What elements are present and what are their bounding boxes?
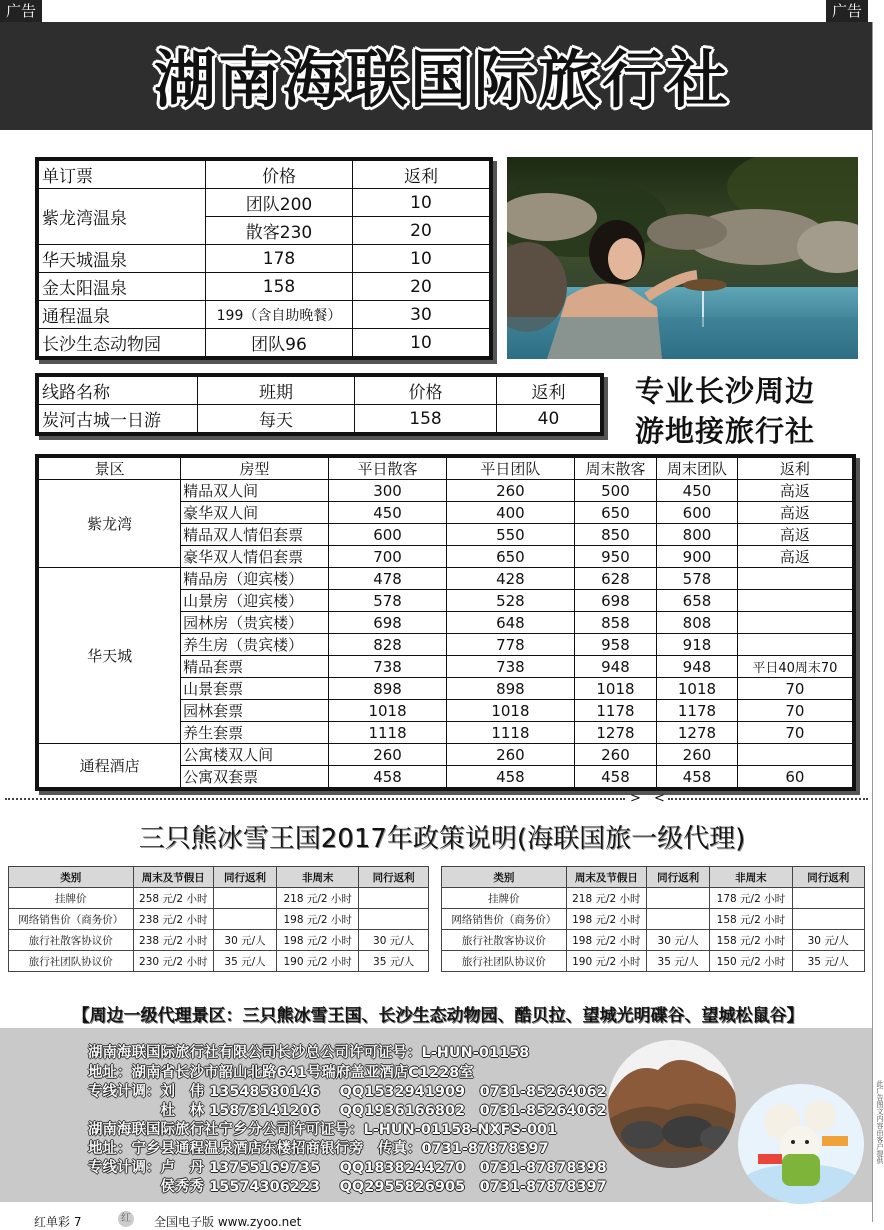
- hotel-room-type: 山景套票: [181, 678, 329, 700]
- policy-cell: 198 元/2 小时: [277, 930, 359, 951]
- ticket-rebate: 10: [353, 245, 490, 273]
- policy-cell: 30 元/人: [359, 930, 429, 951]
- hotel-cell: 828: [328, 634, 446, 656]
- hotel-room-type: 养生房（贵宾楼）: [181, 634, 329, 656]
- policy-cell: 网络销售价（商务价）: [442, 909, 567, 930]
- hotel-room-type: 精品套票: [181, 656, 329, 678]
- hotel-cell: 458: [574, 766, 656, 788]
- policy-cell: 198 元/2 小时: [566, 909, 646, 930]
- hotel-cell: 260: [657, 744, 738, 766]
- policy-cell: 190 元/2 小时: [277, 951, 359, 972]
- policy-cell: [647, 888, 710, 909]
- hotel-cell: 948: [574, 656, 656, 678]
- policy-cell: 旅行社散客协议价: [9, 930, 134, 951]
- policy-header-cell: 同行返利: [213, 867, 276, 888]
- policy-header-cell: 同行返利: [792, 867, 865, 888]
- hotel-cell: 1278: [574, 722, 656, 744]
- footer-line: 地址：湖南省长沙市韶山北路641号瑞府盖亚酒店C1228室: [88, 1065, 474, 1081]
- hotel-cell: 900: [657, 546, 738, 568]
- hotel-cell: 70: [737, 678, 852, 700]
- ticket-header-price: 价格: [206, 161, 353, 189]
- ticket-name: 长沙生态动物园: [39, 329, 206, 357]
- hotel-cell: 平日40周末70: [737, 656, 852, 678]
- policy-row: [442, 951, 865, 972]
- hotel-cell: 600: [657, 502, 738, 524]
- route-name: 炭河古城一日游: [39, 405, 198, 433]
- route-schedule: 每天: [198, 405, 355, 433]
- hotel-cell: 858: [574, 612, 656, 634]
- hotel-cell: 778: [447, 634, 575, 656]
- arrow-right-icon: >: [630, 791, 641, 806]
- ticket-rebate: 20: [353, 273, 490, 301]
- route-header-rebate: 返利: [497, 377, 601, 405]
- hotel-cell: 600: [328, 524, 446, 546]
- policy-header-cell: 周末及节假日: [566, 867, 646, 888]
- hotel-cell: 800: [657, 524, 738, 546]
- hotel-cell: 700: [328, 546, 446, 568]
- hotel-cell: 898: [328, 678, 446, 700]
- policy-cell: 238 元/2 小时: [133, 930, 213, 951]
- hotel-cell: 1118: [328, 722, 446, 744]
- policy-cell: 30 元/人: [792, 930, 865, 951]
- slogan-line-1: 专业长沙周边: [635, 374, 816, 408]
- hotel-cell: 458: [657, 766, 738, 788]
- ticket-rebate: 30: [353, 301, 490, 329]
- policy-cell: 35 元/人: [213, 951, 276, 972]
- slogan-line-2: 游地接旅行社: [635, 414, 816, 448]
- hotel-cell: 300: [328, 480, 446, 502]
- footer-line: 侯秀秀 15574306223 QQ2955826905 0731-87878397: [88, 1179, 607, 1195]
- hotel-room-type: 园林套票: [181, 700, 329, 722]
- hotel-cell: 898: [447, 678, 575, 700]
- policy-cell: [647, 909, 710, 930]
- hotel-cell: 658: [657, 590, 738, 612]
- hot-spring-photo: [507, 157, 858, 359]
- page-number: 红单彩 7: [34, 1215, 82, 1229]
- side-note: 此广告图文内容由客户提供: [876, 1080, 884, 1164]
- hotel-table-box: [35, 454, 856, 791]
- hotel-cell: 260: [328, 744, 446, 766]
- hotel-cell: 528: [447, 590, 575, 612]
- hotel-room-type: 精品双人间: [181, 480, 329, 502]
- policy-header-cell: 同行返利: [647, 867, 710, 888]
- hotel-header-cell: 周末团队: [657, 458, 738, 480]
- policy-cell: 158 元/2 小时: [710, 909, 792, 930]
- hotel-header-cell: 景区: [39, 458, 181, 480]
- hotel-room-type: 精品双人情侣套票: [181, 524, 329, 546]
- ticket-header-name: 单订票: [39, 161, 206, 189]
- hotel-cell: 450: [657, 480, 738, 502]
- policy-cell: 158 元/2 小时: [710, 930, 792, 951]
- hotel-cell: 458: [447, 766, 575, 788]
- hotel-room-type: 园林房（贵宾楼）: [181, 612, 329, 634]
- publisher-logo: 红: [118, 1211, 134, 1227]
- hotel-room-type: 精品房（迎宾楼）: [181, 568, 329, 590]
- hotel-header-cell: 平日团队: [447, 458, 575, 480]
- hotel-cell: 1018: [657, 678, 738, 700]
- hotel-cell: 500: [574, 480, 656, 502]
- ticket-table: [38, 160, 490, 357]
- policy-cell: [359, 909, 429, 930]
- hotel-cell: 958: [574, 634, 656, 656]
- policy-header-cell: 类别: [442, 867, 567, 888]
- hotel-header-cell: 房型: [181, 458, 329, 480]
- hotel-table: [38, 457, 853, 788]
- policy-cell: 30 元/人: [213, 930, 276, 951]
- footer-line: 杜 林 15873141206 QQ1936166802 0731-85264062: [88, 1103, 607, 1119]
- ticket-rebate: 10: [353, 329, 490, 357]
- footer-line: 地址：宁乡县通程温泉酒店东楼招商银行旁 传真：0731-87878397: [88, 1141, 549, 1157]
- policy-cell: 218 元/2 小时: [566, 888, 646, 909]
- policy-cell: 35 元/人: [647, 951, 710, 972]
- policy-cell: 挂牌价: [442, 888, 567, 909]
- hotel-cell: 578: [328, 590, 446, 612]
- hotel-room-type: 公寓双套票: [181, 766, 329, 788]
- footer-line: 专线计调：刘 伟 13548580146 QQ1532941909 0731-85264062: [88, 1084, 607, 1100]
- hotel-row: [39, 480, 853, 502]
- ticket-name: 紫龙湾温泉: [39, 189, 206, 245]
- policy-table-1: [8, 866, 429, 972]
- policy-header-cell: 非周末: [710, 867, 792, 888]
- policy-header-cell: 非周末: [277, 867, 359, 888]
- policy-table-2: [441, 866, 865, 972]
- hotel-cell: 1278: [657, 722, 738, 744]
- ticket-name: 华天城温泉: [39, 245, 206, 273]
- route-header-price: 价格: [355, 377, 497, 405]
- hotel-cell: 高返: [737, 480, 852, 502]
- hotel-cell: [737, 590, 852, 612]
- policy-cell: 挂牌价: [9, 888, 134, 909]
- hotel-cell: 428: [447, 568, 575, 590]
- bear-mascot-image: [738, 1084, 864, 1204]
- hotel-cell: [737, 568, 852, 590]
- hotel-cell: [737, 744, 852, 766]
- policy-cell: 258 元/2 小时: [133, 888, 213, 909]
- hotel-cell: 738: [447, 656, 575, 678]
- policy-cell: 150 元/2 小时: [710, 951, 792, 972]
- hotel-cell: [737, 634, 852, 656]
- ticket-name: 金太阳温泉: [39, 273, 206, 301]
- footer-line: 湖南海联国际旅行社有限公司长沙总公司许可证号：L-HUN-01158: [88, 1045, 530, 1061]
- hotel-cell: 400: [447, 502, 575, 524]
- hotel-cell: 698: [574, 590, 656, 612]
- ticket-header-rebate: 返利: [353, 161, 490, 189]
- hotel-cell: 1018: [574, 678, 656, 700]
- hotel-cell: 70: [737, 700, 852, 722]
- ticket-price: 158: [206, 273, 353, 301]
- policy-cell: 30 元/人: [647, 930, 710, 951]
- hotel-cell: 高返: [737, 502, 852, 524]
- hotel-area: 紫龙湾: [39, 480, 181, 568]
- hotel-cell: 1118: [447, 722, 575, 744]
- ticket-price: 199（含自助晚餐）: [206, 301, 353, 329]
- hotel-room-type: 豪华双人间: [181, 502, 329, 524]
- elephant-photo: [608, 1040, 736, 1168]
- policy-cell: 190 元/2 小时: [566, 951, 646, 972]
- page-border-rule: [872, 22, 873, 1222]
- arrow-left-icon: <: [654, 791, 665, 806]
- hotel-cell: 450: [328, 502, 446, 524]
- route-header-schedule: 班期: [198, 377, 355, 405]
- hotel-cell: 550: [447, 524, 575, 546]
- hotel-room-type: 豪华双人情侣套票: [181, 546, 329, 568]
- policy-row: [9, 951, 429, 972]
- policy-cell: 35 元/人: [359, 951, 429, 972]
- footer-line: 湖南海联国际旅行社宁乡分公司许可证号：L-HUN-01158-NXFS-001: [88, 1122, 558, 1138]
- ticket-price: 团队96: [206, 329, 353, 357]
- hotel-row: [39, 568, 853, 590]
- hotel-cell: 950: [574, 546, 656, 568]
- hotel-room-type: 公寓楼双人间: [181, 744, 329, 766]
- policy-cell: [792, 909, 865, 930]
- hotel-cell: 1018: [447, 700, 575, 722]
- policy-cell: 旅行社团队协议价: [442, 951, 567, 972]
- hotel-header-cell: 周末散客: [574, 458, 656, 480]
- ticket-price: 178: [206, 245, 353, 273]
- divider-dots-right: [668, 798, 868, 802]
- policy-header-cell: 同行返利: [359, 867, 429, 888]
- policy-cell: 35 元/人: [792, 951, 865, 972]
- divider-dots-left: [5, 798, 625, 802]
- hotel-room-type: 养生套票: [181, 722, 329, 744]
- policy-cell: 198 元/2 小时: [566, 930, 646, 951]
- ad-tag-left: 广告: [0, 0, 42, 22]
- policy-row: [9, 930, 429, 951]
- hotel-cell: 60: [737, 766, 852, 788]
- ticket-rebate: 10: [353, 189, 490, 217]
- policy-cell: [359, 888, 429, 909]
- policy-header-cell: 周末及节假日: [133, 867, 213, 888]
- hotel-cell: 738: [328, 656, 446, 678]
- policy-header-cell: 类别: [9, 867, 134, 888]
- hotel-cell: 948: [657, 656, 738, 678]
- hotel-cell: 918: [657, 634, 738, 656]
- ticket-rebate: 20: [353, 217, 490, 245]
- policy-cell: [792, 888, 865, 909]
- policy-cell: 网络销售价（商务价）: [9, 909, 134, 930]
- site-link[interactable]: 全国电子版 www.zyoo.net: [154, 1215, 302, 1229]
- hotel-area: 通程酒店: [39, 744, 181, 788]
- hotel-cell: 260: [574, 744, 656, 766]
- hotel-cell: 260: [447, 744, 575, 766]
- agency-title: 湖南海联国际旅行社: [153, 43, 730, 116]
- hotel-cell: 650: [574, 502, 656, 524]
- policy-row: [442, 930, 865, 951]
- ticket-table-box: [35, 157, 493, 360]
- hotel-row: [39, 744, 853, 766]
- hotel-header-cell: 返利: [737, 458, 852, 480]
- policy-cell: 旅行社散客协议价: [442, 930, 567, 951]
- policy-cell: [213, 909, 276, 930]
- hotel-cell: 578: [657, 568, 738, 590]
- hotel-cell: 478: [328, 568, 446, 590]
- policy-cell: 230 元/2 小时: [133, 951, 213, 972]
- hotel-cell: 808: [657, 612, 738, 634]
- hotel-cell: 698: [328, 612, 446, 634]
- route-header-name: 线路名称: [39, 377, 198, 405]
- policy-cell: 238 元/2 小时: [133, 909, 213, 930]
- hotel-room-type: 山景房（迎宾楼）: [181, 590, 329, 612]
- policy-row: [9, 888, 429, 909]
- hotel-cell: 高返: [737, 524, 852, 546]
- scenic-banner: 【周边一级代理景区：三只熊冰雪王国、长沙生态动物园、酷贝拉、望城光明碟谷、望城松鼠谷】: [72, 1006, 804, 1026]
- route-price: 158: [355, 405, 497, 433]
- hotel-cell: 1018: [328, 700, 446, 722]
- hotel-cell: 650: [447, 546, 575, 568]
- hotel-cell: 高返: [737, 546, 852, 568]
- hotel-cell: [737, 612, 852, 634]
- hotel-cell: 1178: [657, 700, 738, 722]
- hotel-cell: 850: [574, 524, 656, 546]
- hotel-cell: 628: [574, 568, 656, 590]
- route-rebate: 40: [497, 405, 601, 433]
- policy-row: [442, 909, 865, 930]
- hotel-cell: 1178: [574, 700, 656, 722]
- hotel-area: 华天城: [39, 568, 181, 744]
- ticket-name: 通程温泉: [39, 301, 206, 329]
- policy-title: 三只熊冰雪王国2017年政策说明(海联国旅一级代理): [138, 824, 746, 854]
- hotel-cell: 260: [447, 480, 575, 502]
- hotel-cell: 648: [447, 612, 575, 634]
- footer-line: 专线计调：卢 丹 13755169735 QQ1838244270 0731-87878398: [88, 1160, 607, 1176]
- policy-cell: 218 元/2 小时: [277, 888, 359, 909]
- hotel-cell: 70: [737, 722, 852, 744]
- route-table: [38, 376, 601, 433]
- policy-row: [9, 909, 429, 930]
- policy-cell: 198 元/2 小时: [277, 909, 359, 930]
- policy-row: [442, 888, 865, 909]
- hotel-header-cell: 平日散客: [328, 458, 446, 480]
- route-table-box: [35, 373, 604, 436]
- ad-tag-right: 广告: [826, 0, 868, 22]
- hotel-cell: 458: [328, 766, 446, 788]
- ticket-price: 散客230: [206, 217, 353, 245]
- policy-cell: 旅行社团队协议价: [9, 951, 134, 972]
- policy-cell: 178 元/2 小时: [710, 888, 792, 909]
- ticket-price: 团队200: [206, 189, 353, 217]
- policy-cell: [213, 888, 276, 909]
